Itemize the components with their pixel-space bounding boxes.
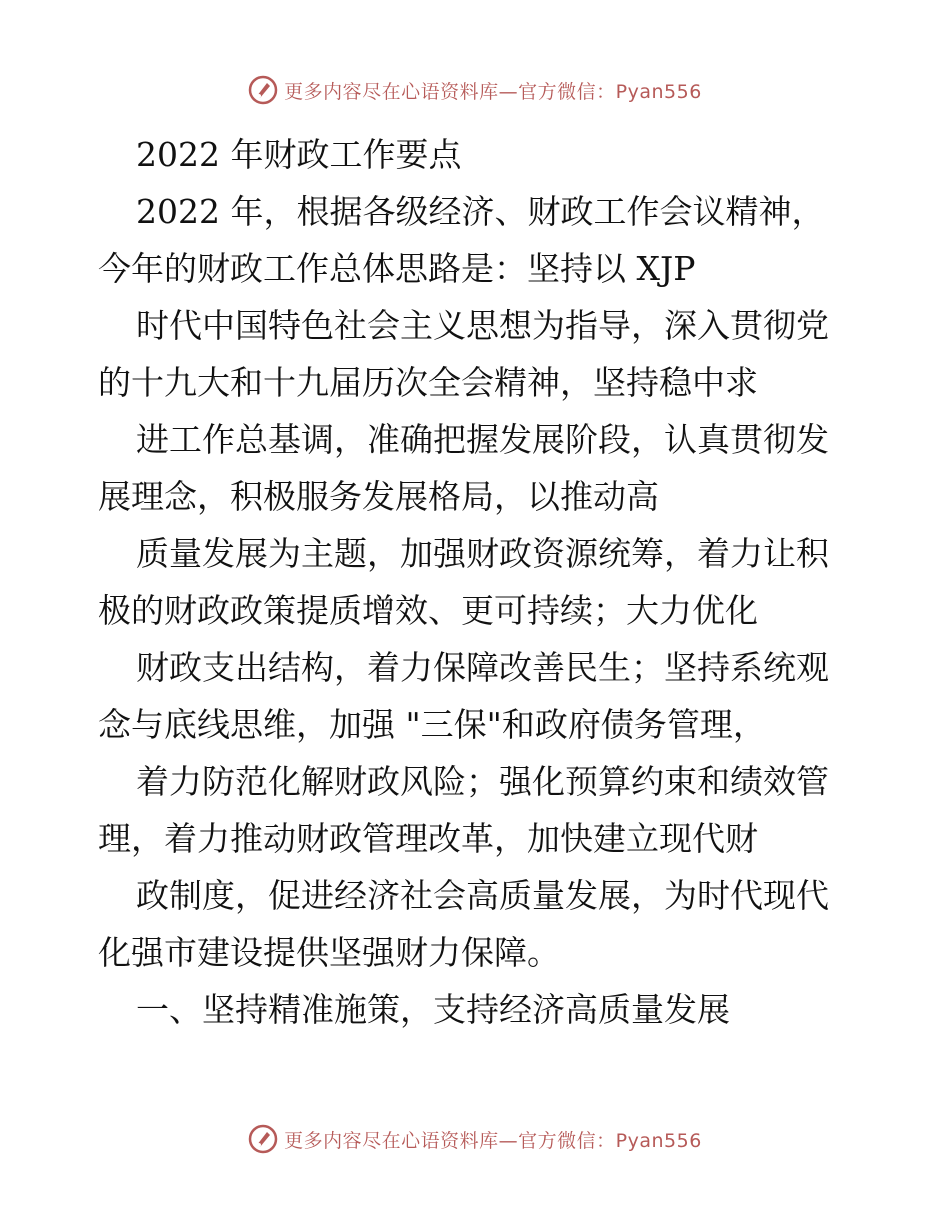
paragraph-line: 质量发展为主题，加强财政资源统筹，着力让积 <box>136 534 829 573</box>
paragraph-line: 理，着力推动财政管理改革，加快建立现代财 <box>98 819 758 858</box>
paragraph-line: 政制度，促进经济社会高质量发展，为时代现代 <box>136 876 829 915</box>
document-body <box>98 126 858 1038</box>
paragraph-line: 着力防范化解财政风险；强化预算约束和绩效管 <box>136 762 829 801</box>
paragraph-line: 进工作总基调，准确把握发展阶段，认真贯彻发 <box>136 420 829 459</box>
paragraph-line: 财政支出结构，着力保障改善民生；坚持系统观 <box>136 648 829 687</box>
header-watermark <box>0 72 950 108</box>
document-title: 2022 年财政工作要点 <box>136 135 462 174</box>
paragraph-line: 念与底线思维，加强 "三保"和政府债务管理， <box>98 705 766 744</box>
paragraph-line: 时代中国特色社会主义思想为指导，深入贯彻党 <box>136 306 829 345</box>
footer-watermark <box>0 1121 950 1157</box>
watermark-text: 更多内容尽在心语资料库—官方微信：Pyan556 <box>284 80 702 103</box>
paragraph-line: 的十九大和十九届历次全会精神，坚持稳中求 <box>98 363 758 402</box>
paragraph-line: 2022 年，根据各级经济、财政工作会议精神， <box>136 192 825 231</box>
pen-nib-circle-icon <box>248 75 278 105</box>
paragraph-line: 化强市建设提供坚强财力保障。 <box>98 933 560 972</box>
paragraph-line: 极的财政政策提质增效、更可持续；大力优化 <box>98 591 758 630</box>
section-heading: 一、坚持精准施策，支持经济高质量发展 <box>136 990 730 1029</box>
paragraph-line: 今年的财政工作总体思路是：坚持以 XJP <box>98 249 696 288</box>
paragraph-line: 展理念，积极服务发展格局，以推动高 <box>98 477 659 516</box>
pen-nib-circle-icon <box>248 1124 278 1154</box>
watermark-text: 更多内容尽在心语资料库—官方微信：Pyan556 <box>284 1129 702 1152</box>
